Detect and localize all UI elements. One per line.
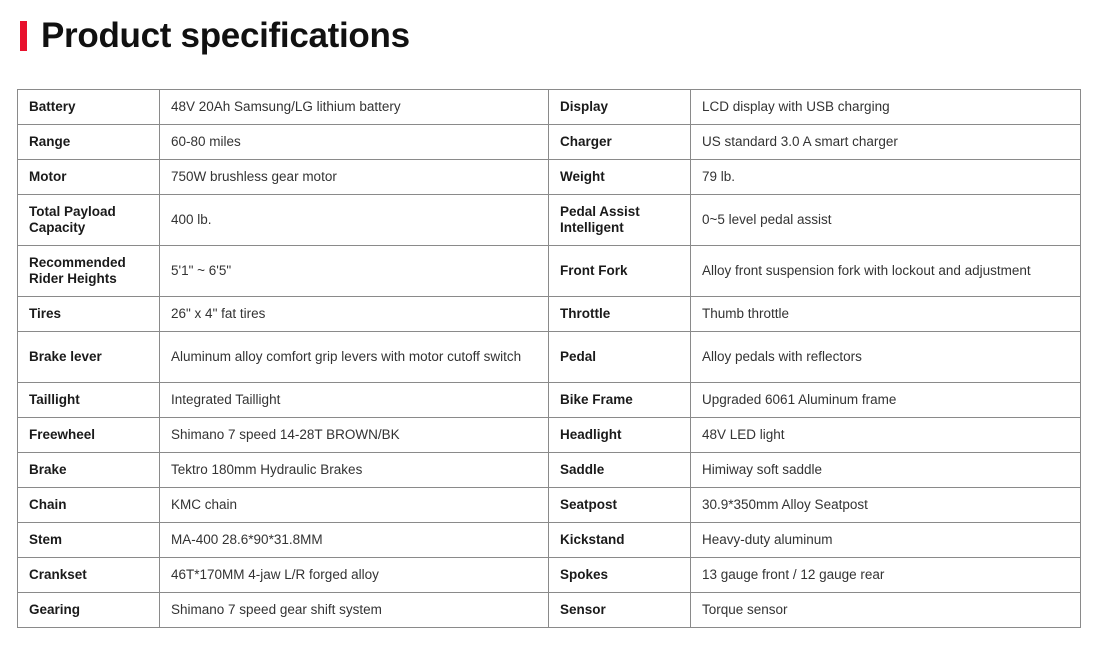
table-row [18, 90, 1081, 125]
spec-value: Tektro 180mm Hydraulic Brakes [160, 453, 549, 488]
spec-value: 400 lb. [160, 195, 549, 246]
spec-value: US standard 3.0 A smart charger [691, 125, 1081, 160]
spec-value: Aluminum alloy comfort grip levers with motor cutoff switch [160, 332, 549, 383]
spec-value: 46T*170MM 4-jaw L/R forged alloy [160, 558, 549, 593]
spec-value: Alloy front suspension fork with lockout and adjustment [691, 246, 1081, 297]
spec-value: 26" x 4" fat tires [160, 297, 549, 332]
spec-value: Heavy-duty aluminum [691, 523, 1081, 558]
spec-value: 60-80 miles [160, 125, 549, 160]
spec-label: Brake [18, 453, 160, 488]
title-accent-bar [20, 21, 27, 51]
spec-label: Stem [18, 523, 160, 558]
table-row [18, 418, 1081, 453]
spec-label: Spokes [549, 558, 691, 593]
spec-value: 5'1" ~ 6'5" [160, 246, 549, 297]
specs-table [17, 89, 1081, 628]
spec-value: Torque sensor [691, 593, 1081, 628]
spec-value: 0~5 level pedal assist [691, 195, 1081, 246]
spec-label: Freewheel [18, 418, 160, 453]
spec-value: KMC chain [160, 488, 549, 523]
spec-value: Alloy pedals with reflectors [691, 332, 1081, 383]
spec-label: Kickstand [549, 523, 691, 558]
spec-label: Tires [18, 297, 160, 332]
spec-value: 30.9*350mm Alloy Seatpost [691, 488, 1081, 523]
spec-value: 13 gauge front / 12 gauge rear [691, 558, 1081, 593]
spec-label: Throttle [549, 297, 691, 332]
spec-label: Taillight [18, 383, 160, 418]
spec-label: Brake lever [18, 332, 160, 383]
table-row [18, 160, 1081, 195]
spec-label: Headlight [549, 418, 691, 453]
table-row [18, 593, 1081, 628]
spec-label: Weight [549, 160, 691, 195]
spec-label: Charger [549, 125, 691, 160]
spec-value: MA-400 28.6*90*31.8MM [160, 523, 549, 558]
page-header [20, 14, 410, 58]
table-row [18, 488, 1081, 523]
spec-label: Saddle [549, 453, 691, 488]
spec-label: Pedal [549, 332, 691, 383]
spec-label: Sensor [549, 593, 691, 628]
table-row [18, 195, 1081, 246]
spec-label: Gearing [18, 593, 160, 628]
spec-value: 79 lb. [691, 160, 1081, 195]
spec-label: Recommended Rider Heights [18, 246, 160, 297]
spec-label: Chain [18, 488, 160, 523]
spec-label: Range [18, 125, 160, 160]
spec-value: Himiway soft saddle [691, 453, 1081, 488]
spec-value: Integrated Taillight [160, 383, 549, 418]
spec-value: 48V 20Ah Samsung/LG lithium battery [160, 90, 549, 125]
table-row [18, 383, 1081, 418]
spec-value: Upgraded 6061 Aluminum frame [691, 383, 1081, 418]
table-row [18, 125, 1081, 160]
spec-value: 750W brushless gear motor [160, 160, 549, 195]
table-row [18, 558, 1081, 593]
table-row [18, 297, 1081, 332]
spec-label: Pedal Assist Intelligent [549, 195, 691, 246]
spec-value: Shimano 7 speed 14-28T BROWN/BK [160, 418, 549, 453]
spec-label: Seatpost [549, 488, 691, 523]
spec-value: 48V LED light [691, 418, 1081, 453]
table-row [18, 523, 1081, 558]
spec-label: Total Payload Capacity [18, 195, 160, 246]
spec-value: LCD display with USB charging [691, 90, 1081, 125]
table-row [18, 332, 1081, 383]
spec-label: Crankset [18, 558, 160, 593]
spec-label: Battery [18, 90, 160, 125]
spec-value: Thumb throttle [691, 297, 1081, 332]
spec-label: Motor [18, 160, 160, 195]
spec-value: Shimano 7 speed gear shift system [160, 593, 549, 628]
table-row [18, 246, 1081, 297]
table-row [18, 453, 1081, 488]
spec-label: Display [549, 90, 691, 125]
spec-label: Bike Frame [549, 383, 691, 418]
page-title: Product specifications [41, 16, 410, 55]
spec-label: Front Fork [549, 246, 691, 297]
